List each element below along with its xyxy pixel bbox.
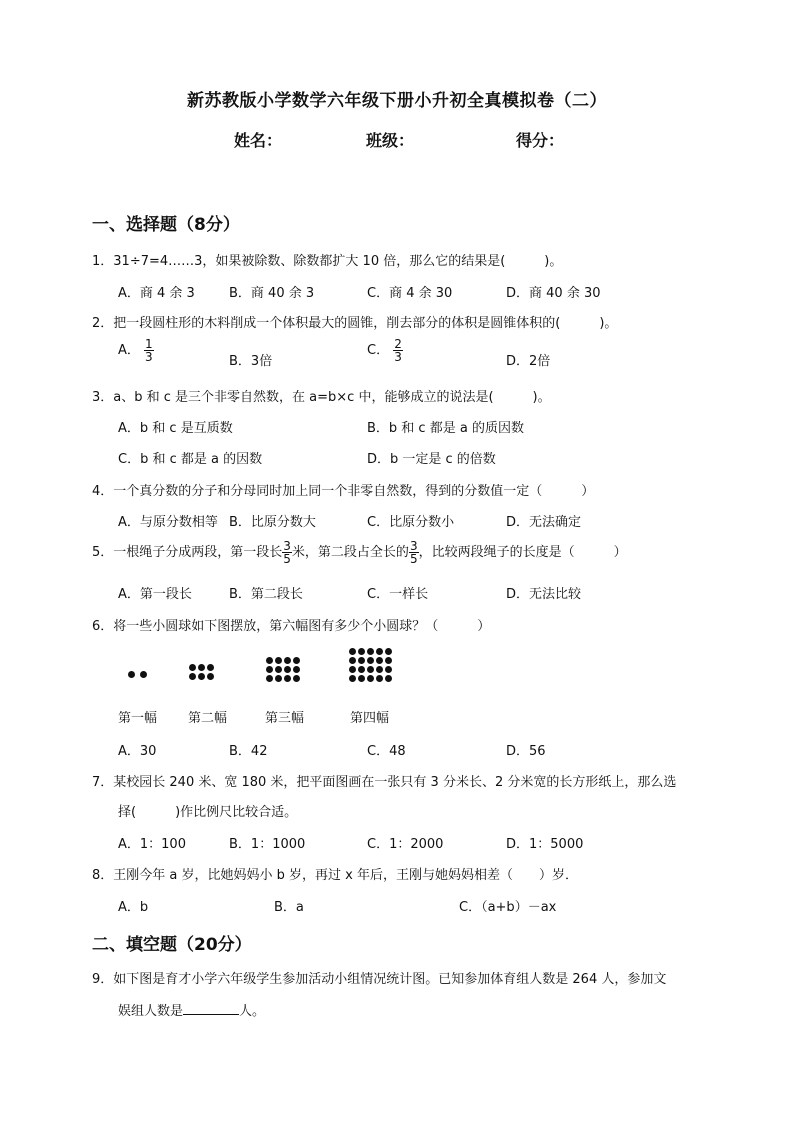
q1-option-b: B．商 40 余 3 [229,286,315,301]
q1-option-a: A．商 4 余 3 [118,286,195,301]
q2-option-b: B．3倍 [229,354,273,369]
page-title: 新苏教版小学数学六年级下册小升初全真模拟卷（二） [187,91,607,111]
figure-4-dot [376,666,383,673]
figure-1-dot [140,671,147,678]
question-1-text: 1．31÷7=4……3，如果被除数、除数都扩大 10 倍，那么它的结果是( )。 [92,254,563,269]
fraction-denominator: 5 [409,552,418,566]
figure-3-dot [266,675,273,682]
figure-3-dot [284,666,291,673]
question-8-text: 8．王刚今年 a 岁，比她妈妈小 b 岁，再过 x 年后，王刚与她妈妈相差（ ）岁． [92,868,578,883]
q7-option-c: C．1：2000 [367,837,444,852]
figure-4-dot [349,666,356,673]
q6-figure-label-2: 第二幅 [188,711,228,726]
question-7-line-1: 7．某校园长 240 米、宽 180 米，把平面图画在一张只有 3 分米长、2 分米宽的长方形纸上，那么选 [92,775,677,790]
question-9-line-1: 9．如下图是育才小学六年级学生参加活动小组情况统计图。已知参加体育组人数是 264 人，参加文 [92,972,667,987]
fraction-denominator: 3 [145,350,153,364]
q2-option-c-label: C． [367,343,390,358]
q4-option-a: A．与原分数相等 [118,515,218,530]
question-4-text: 4．一个真分数的分子和分母同时加上同一个非零自然数，得到的分数值一定（ ） [92,484,595,499]
figure-4-dot [367,666,374,673]
figure-2-dot [207,664,214,671]
q7-option-d: D．1：5000 [506,837,584,852]
q5-option-b: B．第二段长 [229,587,303,602]
q2-option-a-fraction [144,338,154,363]
section-heading-fill-in: 二、填空题（20分） [92,935,252,955]
figure-3-dot [284,675,291,682]
q6-option-d: D．56 [506,744,546,759]
figure-2-dot [198,664,205,671]
class-field-label: 班级： [366,131,415,150]
figure-2-dot [198,673,205,680]
fraction-numerator: 2 [394,337,402,351]
q5-option-c: C．一样长 [367,587,429,602]
q5-option-a: A．第一段长 [118,587,192,602]
q5-fraction-2 [409,540,419,565]
figure-3-dot [275,666,282,673]
figure-4-dot [385,666,392,673]
fraction-numerator: 3 [409,539,418,553]
figure-3-dot [293,657,300,664]
figure-2-dot [207,673,214,680]
figure-4-dot [385,648,392,655]
figure-4-dot [358,657,365,664]
figure-3-dot [275,675,282,682]
q1-option-c: C．商 4 余 30 [367,286,453,301]
figure-3-dot [266,657,273,664]
question-2-text: 2．把一段圆柱形的木料削成一个体积最大的圆锥，削去部分的体积是圆锥体积的( )。 [92,316,618,331]
figure-4-dot [349,648,356,655]
question-5-text [92,540,627,565]
fraction-denominator: 5 [283,552,291,566]
fraction-denominator: 3 [394,350,402,364]
q2-option-d: D．2倍 [506,354,551,369]
q9-text-part-1: 娱组人数是 [118,1004,184,1019]
q2-option-a [118,338,154,363]
q6-figure-label-1: 第一幅 [118,711,158,726]
q2-option-c-fraction [393,338,403,363]
q3-option-a: A．b 和 c 是互质数 [118,421,233,436]
q3-option-d: D．b 一定是 c 的倍数 [367,452,496,467]
q9-text-part-2: 人。 [239,1004,266,1019]
figure-4-dot [385,675,392,682]
figure-2-dot [189,664,196,671]
figure-4-dot [385,657,392,664]
q3-option-b: B．b 和 c 都是 a 的质因数 [367,421,524,436]
q6-figure-label-3: 第三幅 [265,711,305,726]
q2-option-a-label: A． [118,343,140,358]
q3-option-c: C．b 和 c 都是 a 的因数 [118,452,263,467]
figure-4-dot [376,648,383,655]
answer-blank[interactable] [183,1002,239,1015]
figure-3-dot [275,657,282,664]
q8-option-c: C．（a+b）－ax [459,900,557,915]
figure-4-dot [358,675,365,682]
figure-4-dot [358,648,365,655]
q7-option-a: A．1：100 [118,837,186,852]
q4-option-b: B．比原分数大 [229,515,316,530]
q5-text-part-1: 5．一根绳子分成两段，第一段长 [92,545,283,560]
q6-option-c: C．48 [367,744,406,759]
question-6-text: 6．将一些小圆球如下图摆放，第六幅图有多少个小圆球？（ ） [92,619,491,634]
section-heading-choice: 一、选择题（8分） [92,215,240,235]
name-field-label: 姓名： [234,131,283,150]
figure-4-dot [367,648,374,655]
question-9-line-2 [118,1000,265,1019]
figure-4-dot [367,657,374,664]
figure-1-dot [128,671,135,678]
question-3-text: 3．a、b 和 c 是三个非零自然数，在 a=b×c 中，能够成立的说法是( )。 [92,390,551,405]
q4-option-d: D．无法确定 [506,515,582,530]
q2-option-c [367,338,403,363]
figure-3-dot [293,675,300,682]
q6-option-b: B．42 [229,744,268,759]
q5-text-part-3: ，比较两段绳子的长度是（ ） [418,545,627,560]
q4-option-c: C．比原分数小 [367,515,455,530]
figure-4-dot [358,666,365,673]
q5-fraction-1 [282,540,292,565]
figure-4-dot [367,675,374,682]
q5-option-d: D．无法比较 [506,587,582,602]
q6-option-a: A．30 [118,744,157,759]
q8-option-a: A．b [118,900,149,915]
fraction-numerator: 3 [283,539,291,553]
figure-3-dot [284,657,291,664]
figure-2-dot [189,673,196,680]
q7-option-b: B．1：1000 [229,837,306,852]
q1-option-d: D．商 40 余 30 [506,286,601,301]
figure-4-dot [376,657,383,664]
q6-figure-label-4: 第四幅 [350,711,390,726]
figure-3-dot [293,666,300,673]
fraction-numerator: 1 [145,337,153,351]
figure-4-dot [349,675,356,682]
q8-option-b: B．a [274,900,304,915]
question-7-line-2: 择( )作比例尺比较合适。 [118,805,298,820]
score-field-label: 得分： [516,131,565,150]
figure-4-dot [349,657,356,664]
figure-4-dot [376,675,383,682]
q5-text-part-2: 米，第二段占全长的 [291,545,409,560]
figure-3-dot [266,666,273,673]
